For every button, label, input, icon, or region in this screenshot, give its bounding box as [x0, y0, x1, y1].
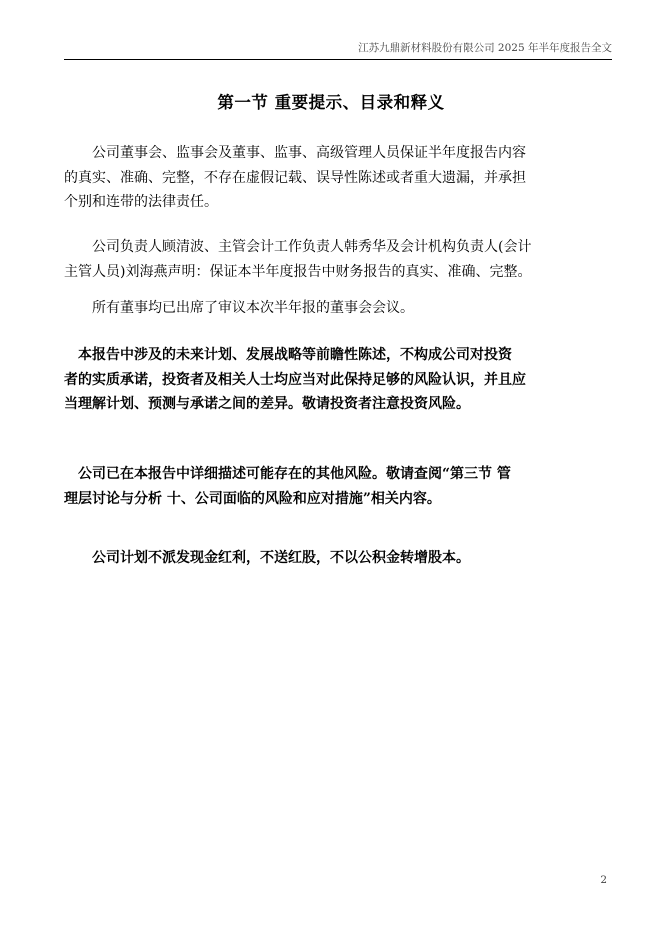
paragraph-line: 主管人员)刘海燕声明：保证本半年度报告中财务报告的真实、准确、完整。 [64, 263, 532, 280]
paragraph-risk-reference [64, 462, 584, 511]
paragraph-line: 理层讨论与分析 十、公司面临的风险和应对措施”相关内容。 [64, 490, 441, 507]
section-title: 第一节 重要提示、目录和释义 [217, 93, 445, 112]
running-header: 江苏九鼎新材料股份有限公司 2025 年半年度报告全文 [358, 42, 612, 54]
paragraph-responsible-persons [64, 235, 584, 284]
paragraph-line: 所有董事均已出席了审议本次半年报的董事会会议。 [64, 300, 414, 316]
paragraph-line: 公司计划不派发现金红利，不送红股，不以公积金转增股本。 [64, 550, 470, 566]
paragraph-line: 本报告中涉及的未来计划、发展战略等前瞻性陈述，不构成公司对投资 [64, 347, 512, 363]
page-number: 2 [600, 874, 607, 886]
paragraph-line: 的真实、准确、完整，不存在虚假记载、误导性陈述或者重大遗漏，并承担 [64, 169, 526, 186]
paragraph-dividend-plan [64, 546, 584, 571]
header-divider [64, 59, 612, 60]
paragraph-line: 公司董事会、监事会及董事、监事、高级管理人员保证半年度报告内容 [64, 145, 526, 161]
paragraph-line: 者的实质承诺，投资者及相关人士均应当对此保持足够的风险认识，并且应 [64, 371, 526, 388]
paragraph-board-statement [64, 141, 584, 215]
paragraph-line: 公司负责人顾清波、主管会计工作负责人韩秀华及会计机构负责人(会计 [64, 239, 532, 255]
paragraph-forward-looking [64, 343, 584, 417]
paragraph-line: 当理解计划、预测与承诺之间的差异。敬请投资者注意投资风险。 [64, 396, 470, 412]
paragraph-line: 公司已在本报告中详细描述可能存在的其他风险。敬请查阅“第三节 管 [64, 466, 511, 482]
paragraph-attendance [64, 296, 584, 321]
paragraph-line: 个别和连带的法律责任。 [64, 194, 218, 210]
